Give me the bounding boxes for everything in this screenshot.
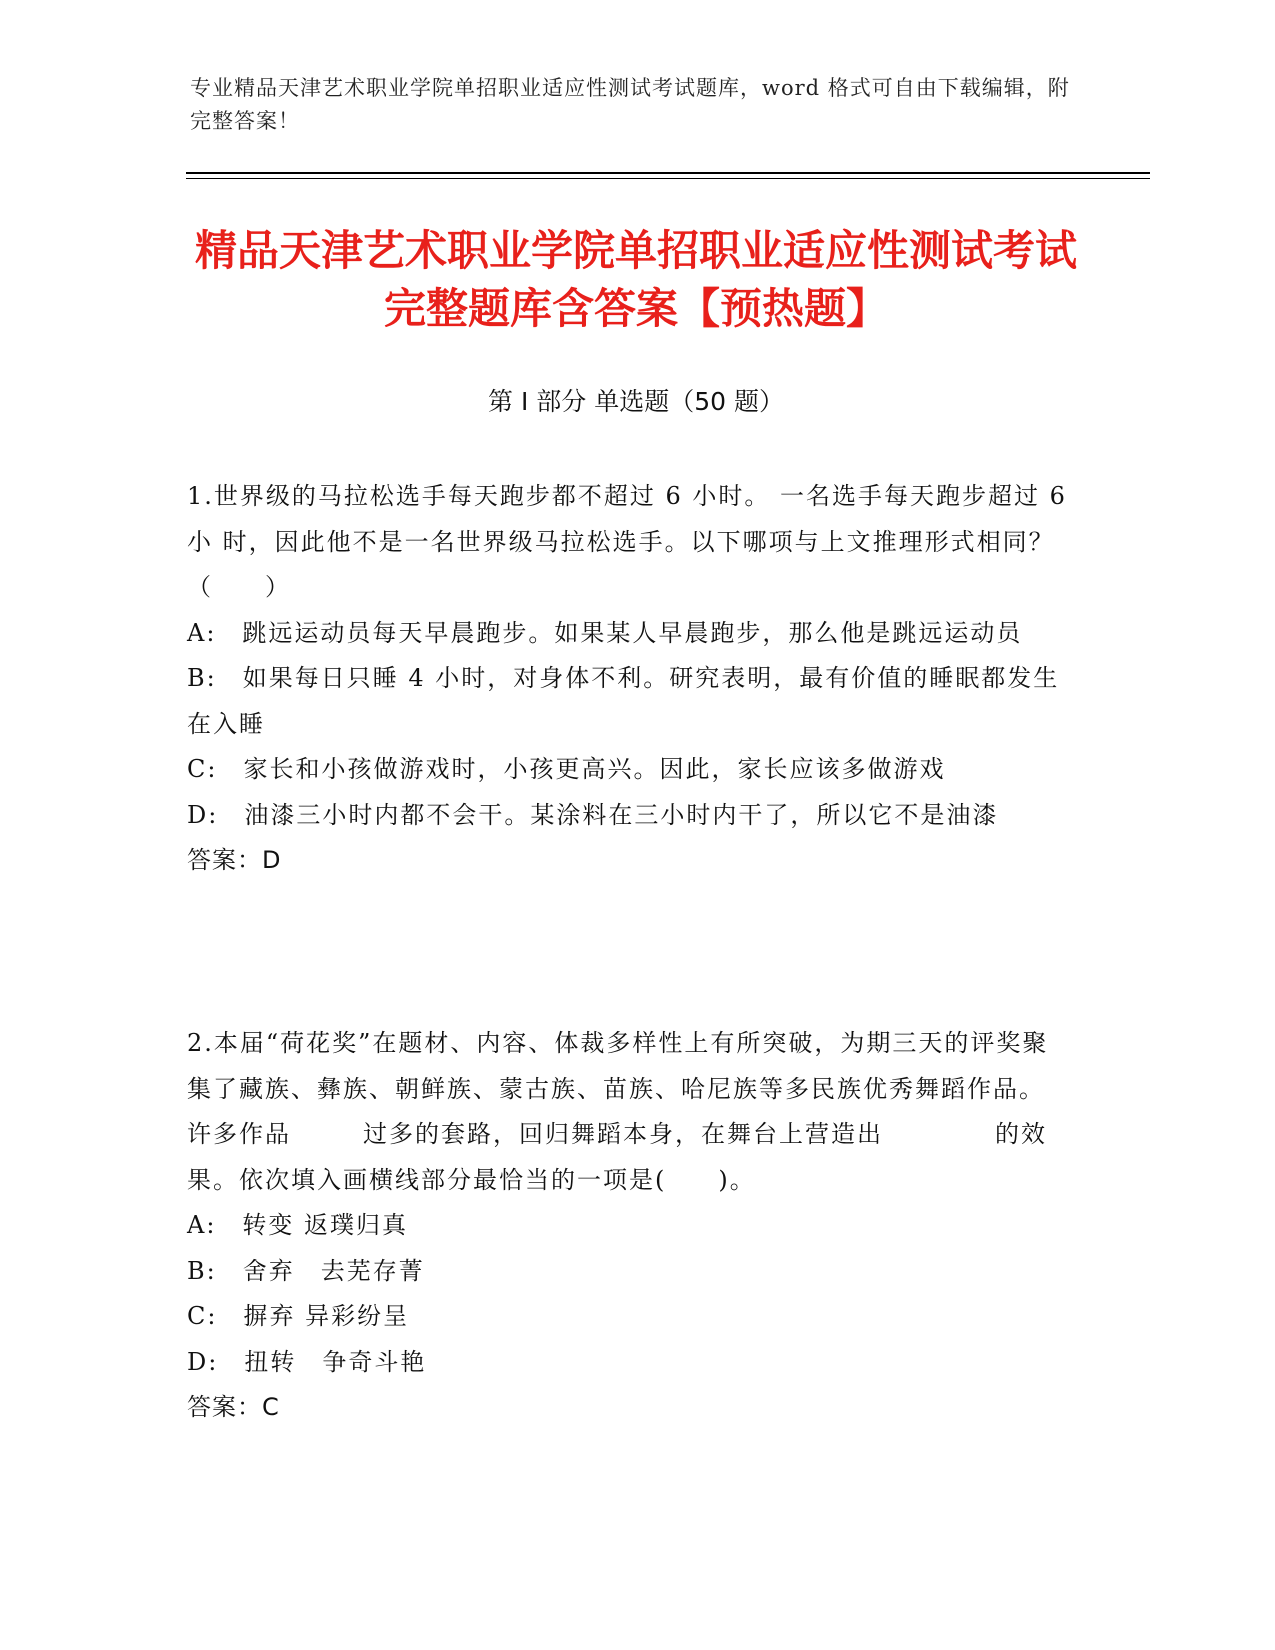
stem-part-3: 的效果。依次填入画横线部分最恰当的一项是( )。 <box>187 1120 1047 1194</box>
stem-part-1: 2.本届“荷花奖”在题材、内容、体裁多样性上有所突破，为期三天的评奖聚 集了藏族、彝族、朝鲜族、蒙古族、苗族、哈尼族等多民族优秀舞蹈作品。许多作品 <box>187 1029 1049 1148</box>
question-stem: 1.世界级的马拉松选手每天跑步都不超过 6 小时。 一名选手每天跑步超过 6 小 时，因此他不是一名世界级马拉松选手。以下哪项与上文推理形式相同？（ ） <box>187 482 1067 601</box>
option-c: C: 摒弃 异彩纷呈 <box>187 1302 410 1330</box>
header-note: 专业精品天津艺术职业学院单招职业适应性测试考试题库，word 格式可自由下载编辑，附完整答案！ <box>190 76 1070 133</box>
option-d: D: 扭转 争奇斗艳 <box>187 1347 427 1376</box>
answer: 答案：D <box>187 846 282 874</box>
header-rule-thin <box>186 178 1150 179</box>
question-1 <box>187 474 1067 884</box>
question-stem <box>187 1021 1067 1203</box>
option-a: A: 跳远运动员每天早晨跑步。如果某人早晨跑步，那么他是跳远运动员 <box>187 618 1023 647</box>
stem-part-2: 过多的套路，回归舞蹈本身，在舞台上营造出 <box>363 1120 883 1148</box>
document-title: 精品天津艺术职业学院单招职业适应性测试考试完整题库含答案【预热题】 <box>194 226 1077 333</box>
question-2 <box>187 1021 1067 1431</box>
answer: 答案：C <box>187 1393 280 1421</box>
option-b: B: 如果每日只睡 4 小时，对身体不利。研究表明，最有价值的睡眠都发生在入睡 <box>187 664 1060 738</box>
option-b: B: 舍弃 去芜存菁 <box>187 1256 425 1285</box>
option-d: D: 油漆三小时内都不会干。某涂料在三小时内干了，所以它不是油漆 <box>187 800 999 829</box>
option-c: C: 家长和小孩做游戏时，小孩更高兴。因此，家长应该多做游戏 <box>187 755 946 783</box>
header-rule-thick <box>186 172 1150 174</box>
section-heading: 第 I 部分 单选题（50 题） <box>488 387 784 416</box>
option-a: A: 转变 返璞归真 <box>187 1211 409 1239</box>
